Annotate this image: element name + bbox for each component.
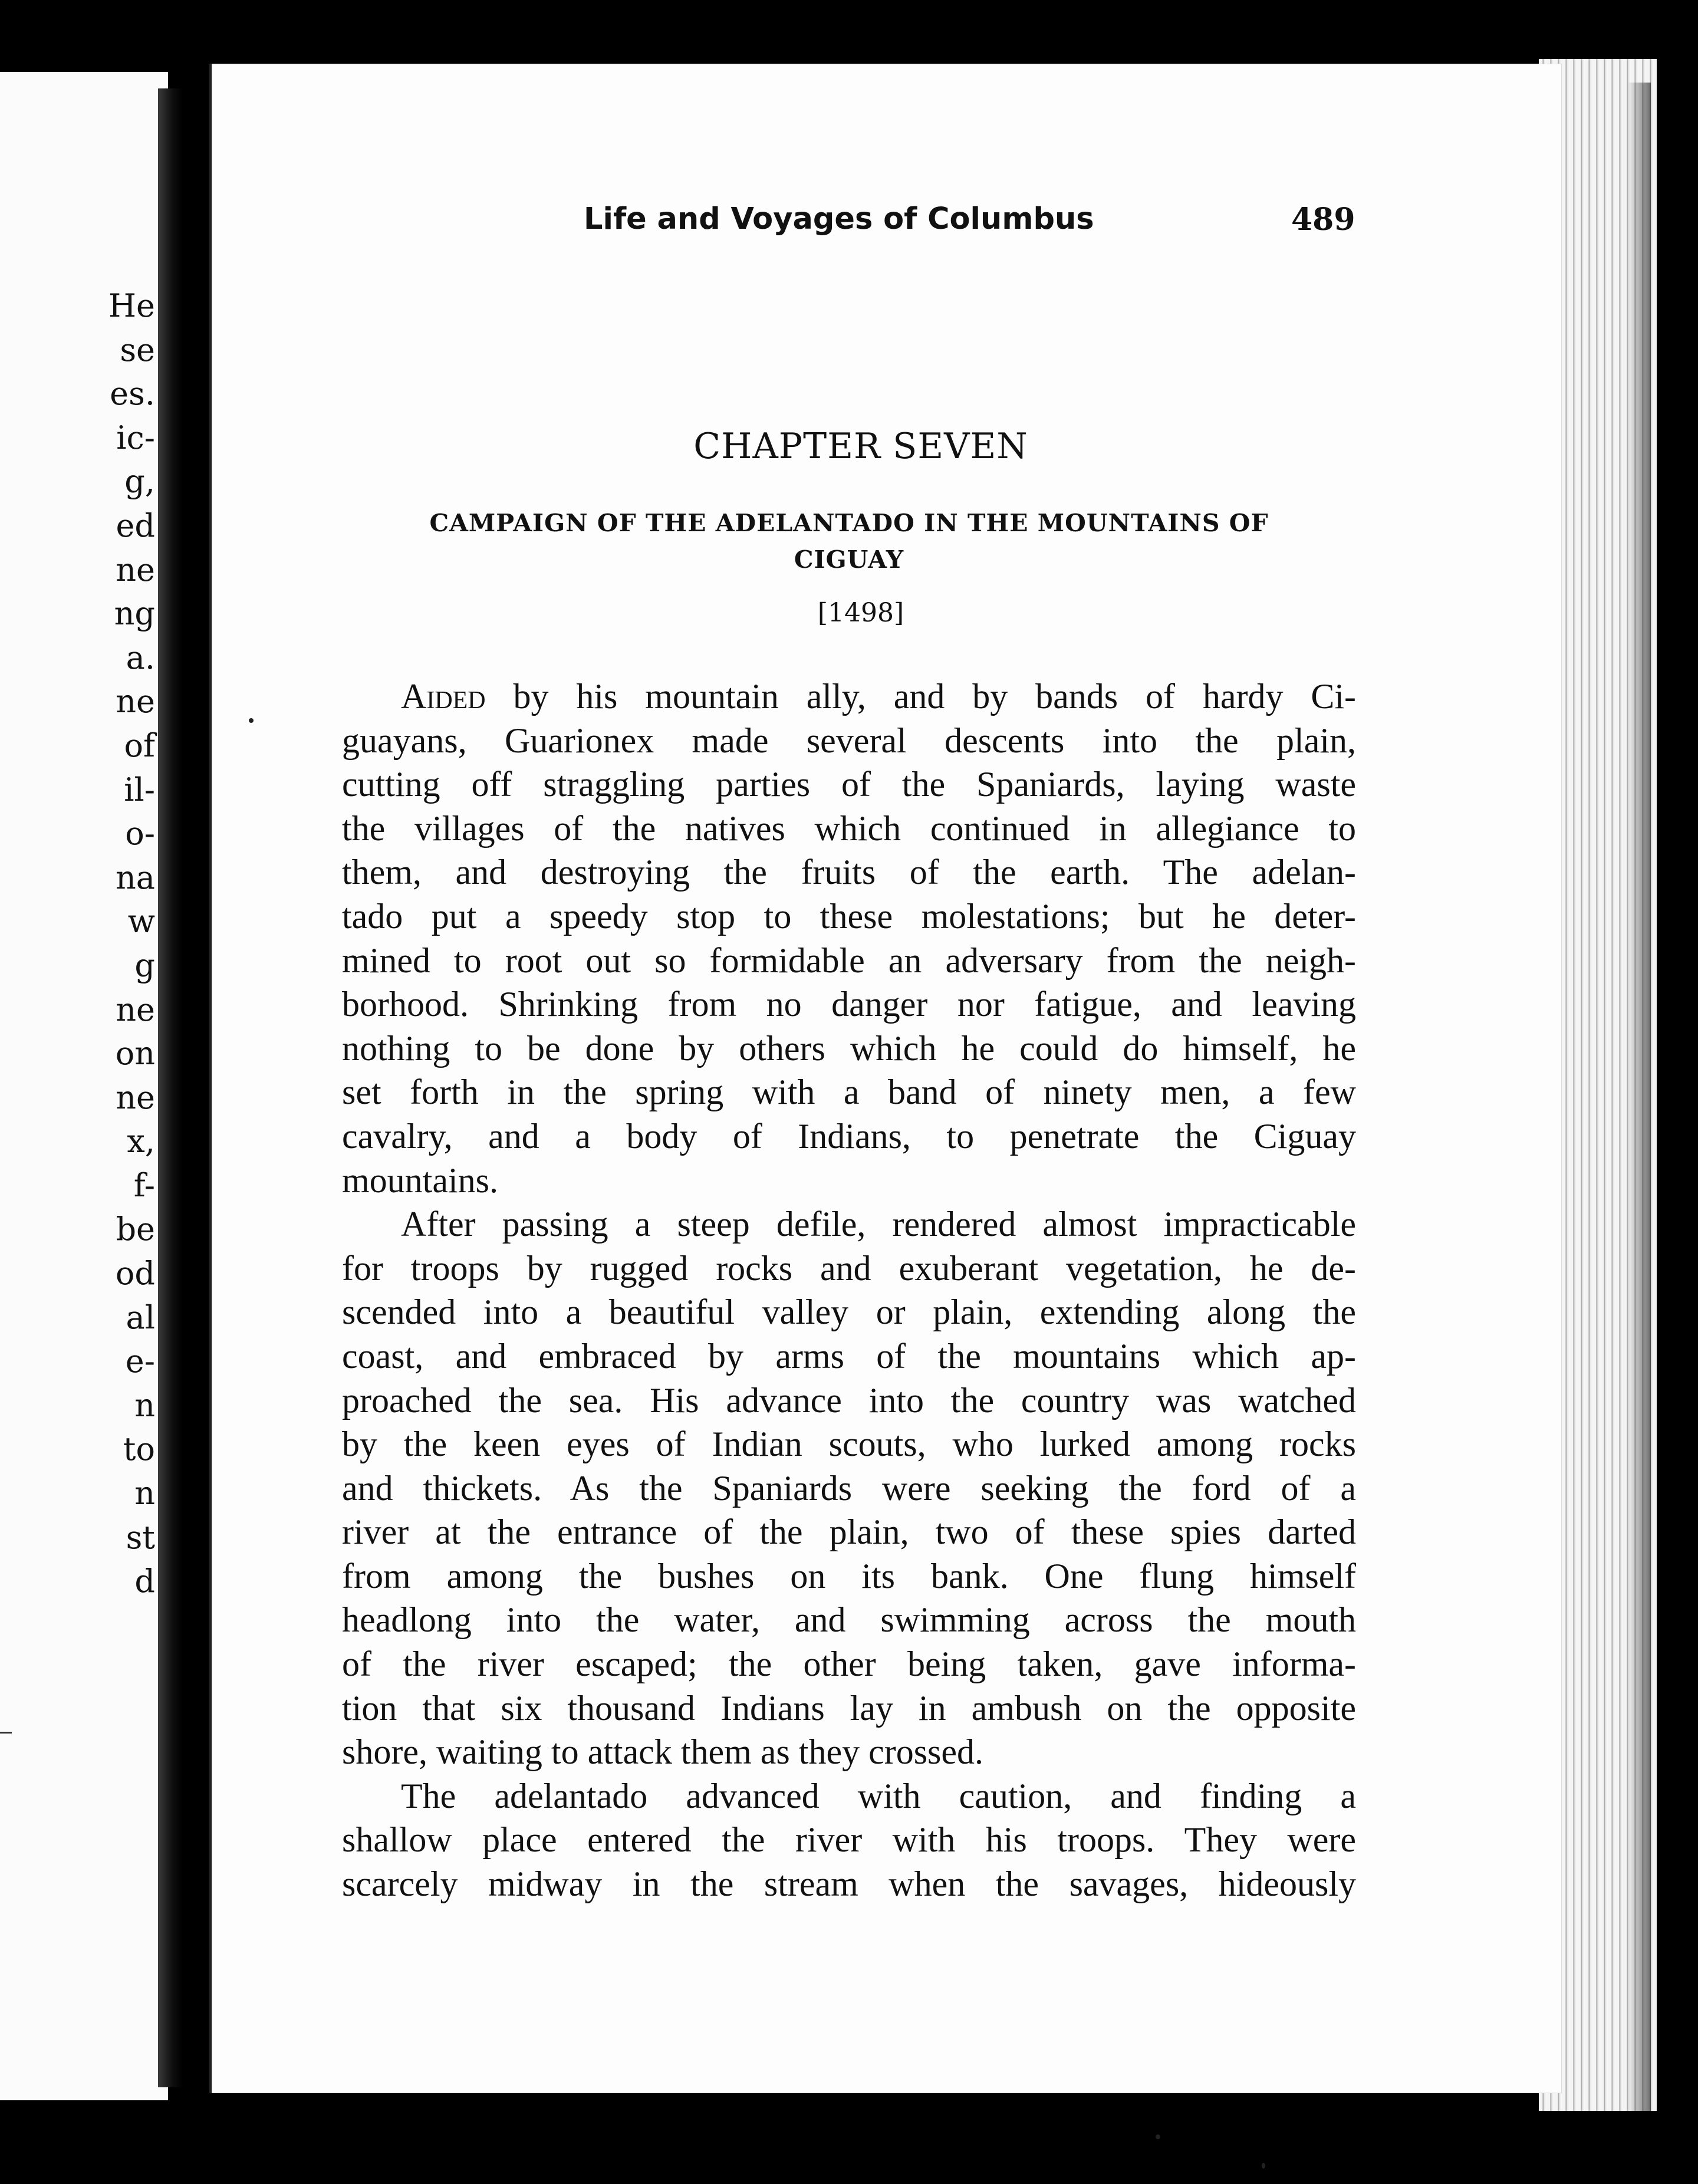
chapter-subtitle xyxy=(342,505,1356,578)
text-line: mountains. xyxy=(342,1160,498,1200)
text-line: set forth in the spring with a band of ninety men, a few xyxy=(342,1073,1356,1112)
fragment: f- xyxy=(133,1166,155,1204)
fragment: He xyxy=(108,287,155,324)
fragment: to xyxy=(123,1430,155,1468)
text-line: shallow place entered the river with his troops. They were xyxy=(342,1820,1356,1860)
page-block-shadow xyxy=(1627,83,1651,2111)
chapter-title: CHAPTER SEVEN xyxy=(693,426,1028,467)
text-line: borhood. Shrinking from no danger nor fatigue, and leaving xyxy=(342,985,1356,1024)
text-line: shore, waiting to attack them as they crossed. xyxy=(342,1732,984,1772)
dust-speck xyxy=(1262,2163,1265,2169)
text-line: from among the bushes on its bank. One flung himself xyxy=(342,1556,1356,1596)
fragment: g, xyxy=(124,463,155,501)
fragment: on xyxy=(115,1035,155,1073)
fragment: of xyxy=(124,726,155,764)
fragment: n xyxy=(134,1386,155,1424)
chapter-subtitle-line: CIGUAY xyxy=(794,545,904,574)
text-line: scended into a beautiful valley or plain, extending along the xyxy=(342,1292,1356,1332)
text-line: nothing to be done by others which he could do himself, he xyxy=(342,1028,1356,1068)
text-line: tion that six thousand Indians lay in ambush on the opposite xyxy=(342,1688,1356,1728)
text-line: After passing a steep defile, rendered almost impracticable xyxy=(401,1205,1356,1244)
text-line: headlong into the water, and swimming across the mouth xyxy=(342,1600,1356,1640)
text-line: proached the sea. His advance into the country was watched xyxy=(342,1380,1356,1420)
chapter-subtitle-line: CAMPAIGN OF THE ADELANTADO IN THE MOUNTAINS OF xyxy=(429,509,1269,537)
text-line: of the river escaped; the other being taken, gave informa- xyxy=(342,1644,1356,1684)
fragment: ng xyxy=(114,595,155,633)
text-line: The adelantado advanced with caution, and finding a xyxy=(401,1776,1356,1815)
fragment: al xyxy=(126,1298,155,1336)
fragment: w xyxy=(127,903,155,940)
text-line: cavalry, and a body of Indians, to penetrate the Ciguay xyxy=(342,1116,1356,1156)
fragment: se xyxy=(120,331,155,369)
fragment: ic- xyxy=(116,419,155,456)
text-line-content: by his mountain ally, and by bands of hardy Ci- xyxy=(485,677,1356,716)
fragment: n xyxy=(134,1475,155,1512)
fragment: ne xyxy=(116,551,155,588)
fragment: il- xyxy=(124,771,155,808)
fragment: od xyxy=(115,1255,155,1292)
fragment: e- xyxy=(125,1343,155,1380)
text-line: coast, and embraced by arms of the mountains which ap- xyxy=(342,1336,1356,1376)
fragment: x, xyxy=(127,1123,155,1160)
book-gutter xyxy=(158,88,183,2087)
text-line: cutting off straggling parties of the Spaniards, laying waste xyxy=(342,765,1356,804)
text-line: by the keen eyes of Indian scouts, who lurked among rocks xyxy=(342,1425,1356,1464)
previous-page-edge xyxy=(0,72,168,2100)
fragment: o- xyxy=(125,815,155,853)
fragment: ed xyxy=(116,506,155,544)
drop-word: Aided xyxy=(401,677,486,716)
text-line: and thickets. As the Spaniards were seeking the ford of a xyxy=(342,1468,1356,1508)
text-line: scarcely midway in the stream when the savages, hideously xyxy=(342,1864,1356,1904)
fragment: ne xyxy=(116,991,155,1028)
chapter-body-text xyxy=(342,675,1356,1906)
fragment: es. xyxy=(110,375,155,413)
fragment: ne xyxy=(116,1078,155,1116)
fragment: be xyxy=(116,1211,155,1248)
text-line: mined to root out so formidable an adversary from the neigh- xyxy=(342,940,1356,980)
text-line xyxy=(342,675,1356,719)
fragment: g xyxy=(134,946,155,984)
fragment: a. xyxy=(126,639,155,676)
previous-page-text-fragments xyxy=(84,284,155,1604)
fragment: st xyxy=(126,1518,155,1556)
previous-page-rule xyxy=(0,1732,12,1734)
text-line: the villages of the natives which continued in allegiance to xyxy=(342,808,1356,848)
dust-speck xyxy=(249,718,254,723)
text-line: river at the entrance of the plain, two of these spies darted xyxy=(342,1512,1356,1552)
text-line: them, and destroying the fruits of the earth. The adelan- xyxy=(342,853,1356,892)
fragment: na xyxy=(116,859,155,896)
fragment: ne xyxy=(116,683,155,721)
page-number: 489 xyxy=(1291,202,1355,238)
running-head-title: Life and Voyages of Columbus xyxy=(584,202,1094,236)
text-line: tado put a speedy stop to these molestations; but he deter- xyxy=(342,896,1356,936)
chapter-year: [1498] xyxy=(817,598,904,628)
text-line: for troops by rugged rocks and exuberant vegetation, he de- xyxy=(342,1248,1356,1288)
text-line: guayans, Guarionex made several descents into the plain, xyxy=(342,721,1356,760)
dust-speck xyxy=(1156,2134,1160,2139)
fragment: d xyxy=(134,1563,155,1600)
